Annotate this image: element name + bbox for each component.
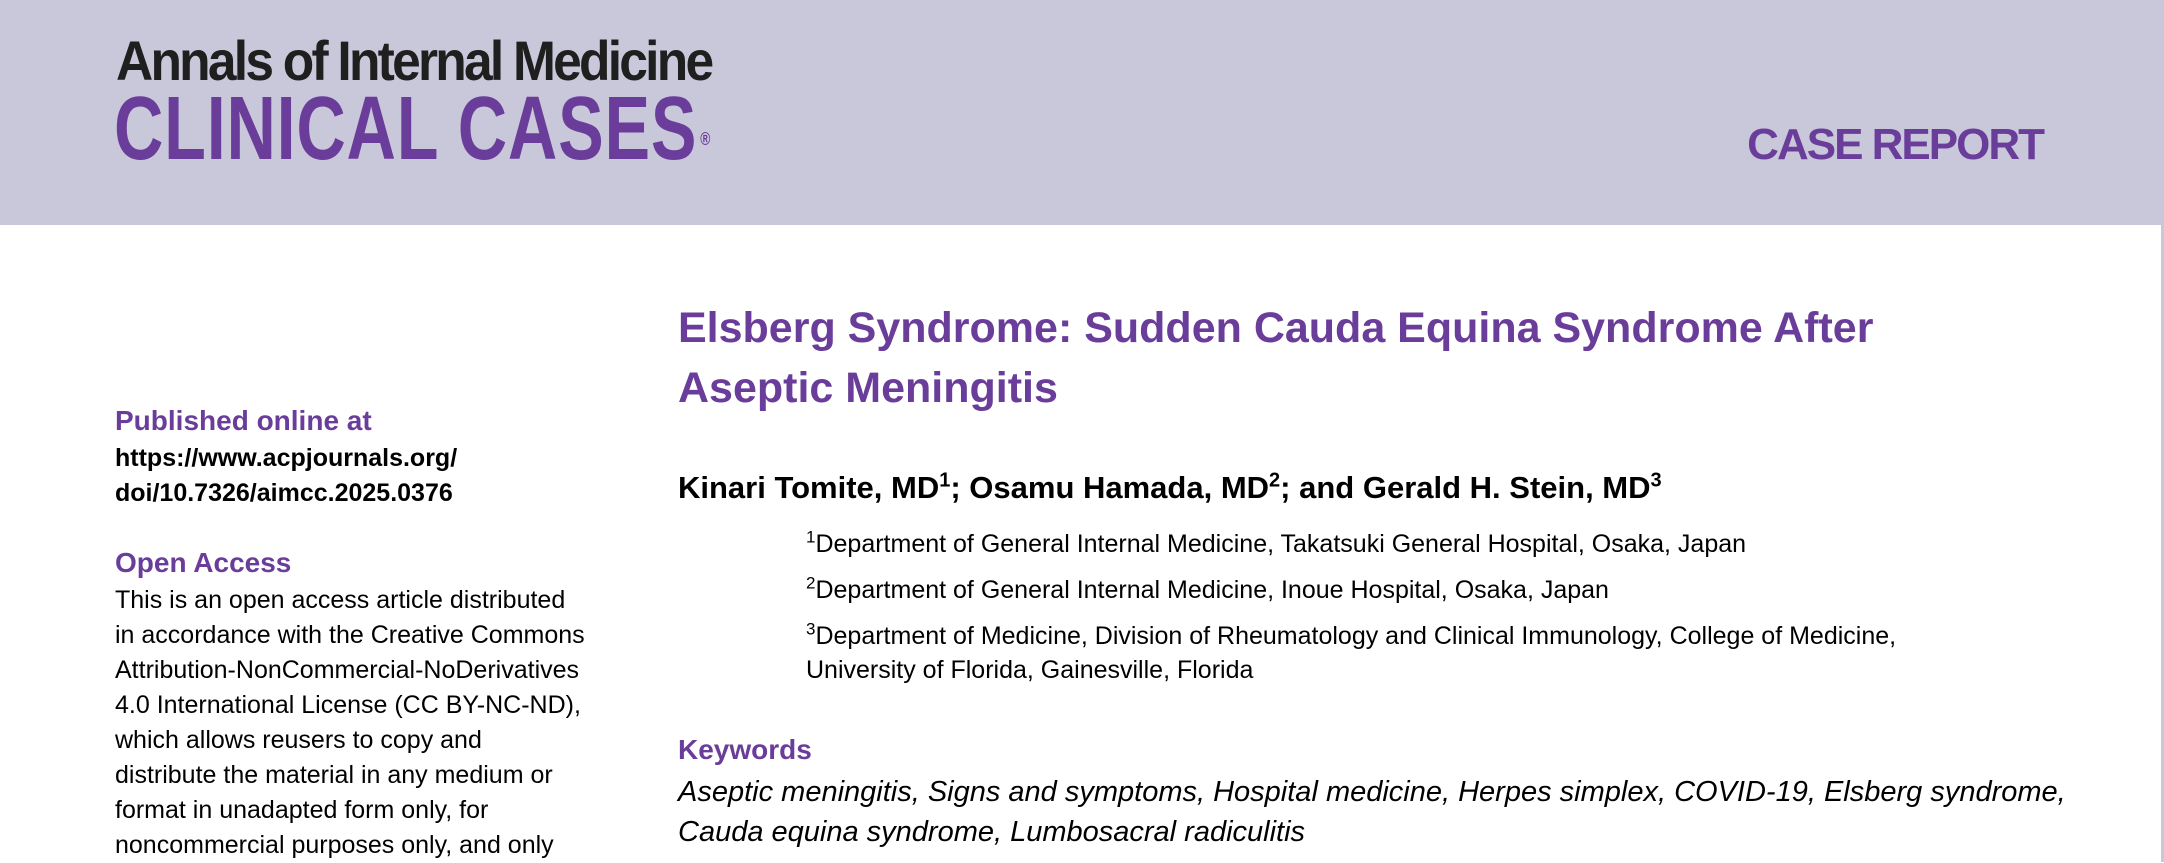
article-title-line-2: Aseptic Meningitis <box>678 364 1058 412</box>
author-affiliation-mark: 3 <box>1650 469 1662 492</box>
keywords-heading: Keywords <box>678 734 812 765</box>
license-line: This is an open access article distributed <box>115 586 566 614</box>
author-name: Osamu Hamada, MD <box>969 470 1270 505</box>
affiliation-2 <box>806 574 1609 607</box>
doi-link-line-1[interactable]: https://www.acpjournals.org/ <box>115 444 458 472</box>
author-affiliation-mark: 1 <box>939 469 951 492</box>
license-line: in accordance with the Creative Commons <box>115 621 585 649</box>
license-line: which allows reusers to copy and <box>115 726 482 754</box>
affiliation-mark: 2 <box>806 573 816 593</box>
journal-header <box>0 0 2164 225</box>
published-heading: Published online at <box>115 405 372 436</box>
journal-subtitle <box>114 79 712 179</box>
license-line: distribute the material in any medium or <box>115 761 553 789</box>
license-line: 4.0 International License (CC BY-NC-ND), <box>115 691 581 719</box>
author-list <box>678 466 1662 510</box>
affiliation-mark: 1 <box>806 527 816 547</box>
registered-mark: ® <box>700 129 712 149</box>
affiliation-text: Department of General Internal Medicine, Takatsuki General Hospital, Osaka, Japan <box>815 530 1747 558</box>
author-name: Gerald H. Stein, MD <box>1362 470 1651 505</box>
journal-name: Annals of Internal Medicine <box>116 29 712 92</box>
affiliation-3 <box>806 620 1896 653</box>
license-line: noncommercial purposes only, and only <box>115 831 554 859</box>
affiliation-text: Department of Medicine, Division of Rheumatology and Clinical Immunology, College of Medicine, <box>815 622 1897 650</box>
journal-subtitle-text: CLINICAL CASES <box>114 79 698 179</box>
author-name: Kinari Tomite, MD <box>678 470 940 505</box>
affiliation-text: Department of General Internal Medicine, Inoue Hospital, Osaka, Japan <box>815 576 1609 604</box>
license-line: format in unadapted form only, for <box>115 796 489 824</box>
doi-link-line-2[interactable]: doi/10.7326/aimcc.2025.0376 <box>115 479 453 507</box>
article-title-line-1: Elsberg Syndrome: Sudden Cauda Equina Syndrome After <box>678 304 1874 352</box>
keywords-line-2: Cauda equina syndrome, Lumbosacral radiculitis <box>678 816 1306 848</box>
author-separator: ; and <box>1280 470 1363 505</box>
author-separator: ; <box>950 470 970 505</box>
author-affiliation-mark: 2 <box>1269 469 1281 492</box>
keywords-line-1: Aseptic meningitis, Signs and symptoms, Hospital medicine, Herpes simplex, COVID-19, Elsberg syndrome, <box>678 776 2066 808</box>
article-type-label: CASE REPORT <box>1747 120 2043 169</box>
affiliation-mark: 3 <box>806 619 816 639</box>
open-access-heading: Open Access <box>115 547 292 578</box>
license-line: Attribution-NonCommercial-NoDerivatives <box>115 656 580 684</box>
affiliation-1 <box>806 528 1746 561</box>
affiliation-3-continued: University of Florida, Gainesville, Florida <box>806 656 1254 684</box>
